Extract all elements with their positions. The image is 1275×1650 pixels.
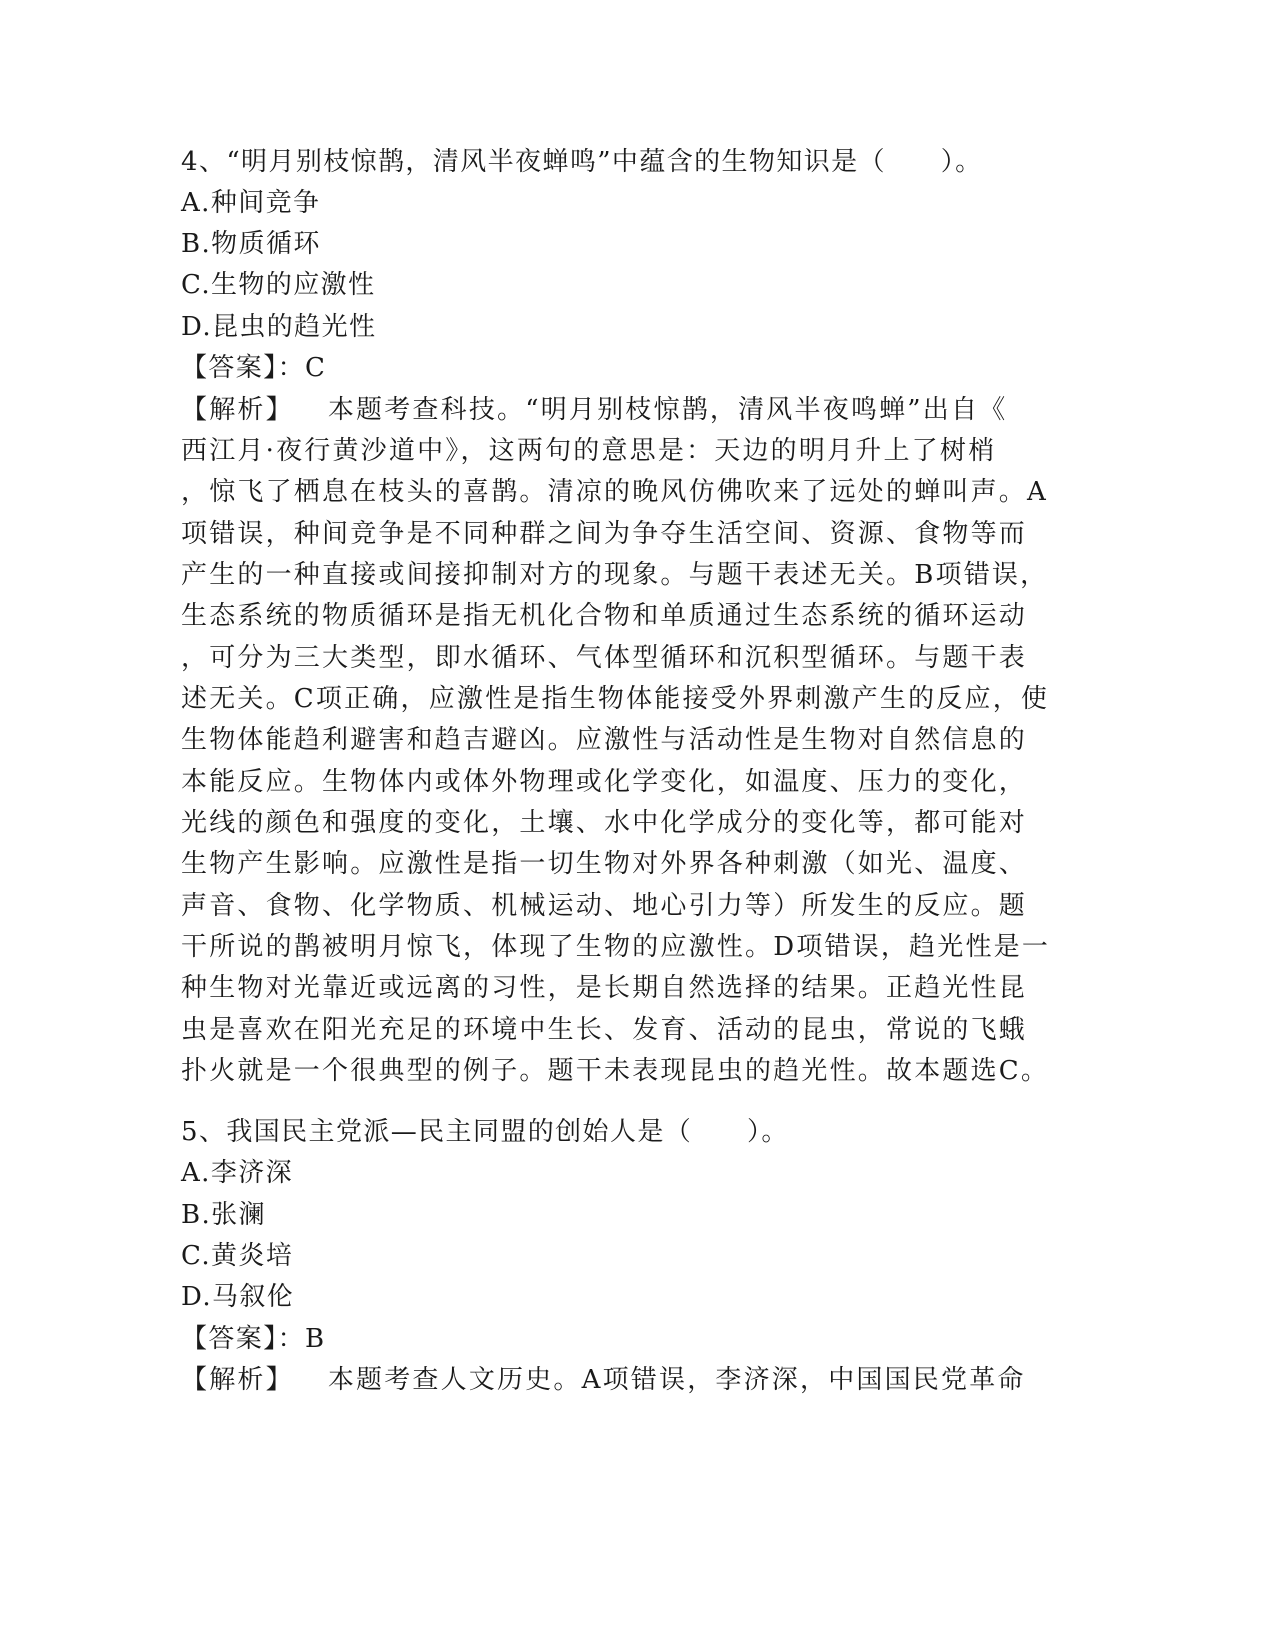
question-4-analysis-line: ，可分为三大类型，即水循环、气体型循环和沉积型循环。与题干表: [181, 643, 1028, 673]
analysis-text: 本题考查人文历史。A项错误，李济深，中国国民党革命: [327, 1365, 1026, 1395]
question-4-answer: [181, 347, 326, 389]
question-5-stem: 5、我国民主党派—民主同盟的创始人是（ ）。: [181, 1117, 789, 1147]
question-5-option-d: D.马叙伦: [181, 1282, 295, 1312]
question-4-analysis-line: 西江月·夜行黄沙道中》，这两句的意思是：天边的明月升上了树梢: [181, 436, 997, 466]
question-4-analysis-line: 生物体能趋利避害和趋吉避凶。应激性与活动性是生物对自然信息的: [181, 725, 1028, 755]
question-4-option-d: D.昆虫的趋光性: [181, 312, 377, 342]
question-4-option-b: B.物质循环: [181, 229, 321, 259]
question-4-option-c: C.生物的应激性: [181, 270, 376, 300]
answer-value: ：B: [277, 1324, 326, 1354]
question-4-analysis-line: 虫是喜欢在阳光充足的环境中生长、发育、活动的昆虫，常说的飞蛾: [181, 1015, 1028, 1045]
question-5-option-c: C.黄炎培: [181, 1241, 294, 1271]
question-4-analysis-line: 产生的一种直接或间接抑制对方的现象。与题干表述无关。B项错误，: [181, 560, 1049, 590]
answer-label: 【答案】: [181, 353, 278, 383]
question-4-analysis-line: 声音、食物、化学物质、机械运动、地心引力等）所发生的反应。题: [181, 891, 1028, 921]
question-4-analysis-line: 生态系统的物质循环是指无机化合物和单质通过生态系统的循环运动: [181, 601, 1028, 631]
answer-label: 【答案】: [181, 1324, 278, 1354]
analysis-label: 【解析】: [181, 1365, 294, 1395]
question-4-analysis-line: 干所说的鹊被明月惊飞，体现了生物的应激性。D项错误，趋光性是一: [181, 932, 1051, 962]
question-5-answer: [181, 1318, 326, 1360]
answer-value: ：C: [277, 353, 327, 383]
question-4-analysis-line: 光线的颜色和强度的变化，土壤、水中化学成分的变化等，都可能对: [181, 808, 1028, 838]
question-5-analysis-line: [181, 1359, 1026, 1401]
question-4-analysis-line: ，惊飞了栖息在枝头的喜鹊。清凉的晚风仿佛吹来了远处的蝉叫声。A: [181, 477, 1048, 507]
analysis-text: 本题考查科技。“明月别枝惊鹊，清风半夜鸣蝉”出自《: [327, 395, 1008, 425]
question-4-analysis-line: 项错误，种间竞争是不同种群之间为争夺生活空间、资源、食物等而: [181, 519, 1028, 549]
question-4-option-a: A.种间竞争: [181, 188, 321, 218]
question-5-option-a: A.李济深: [181, 1158, 294, 1188]
analysis-label: 【解析】: [181, 395, 294, 425]
question-4-analysis-line: 生物产生影响。应激性是指一切生物对外界各种刺激（如光、温度、: [181, 849, 1028, 879]
question-4-analysis-line: 扑火就是一个很典型的例子。题干未表现昆虫的趋光性。故本题选C。: [181, 1056, 1050, 1086]
question-4-analysis-line: [181, 389, 1007, 431]
question-4-analysis-line: 本能反应。生物体内或体外物理或化学变化，如温度、压力的变化，: [181, 767, 1028, 797]
question-5-option-b: B.张澜: [181, 1200, 266, 1230]
question-4-analysis-line: 种生物对光靠近或远离的习性，是长期自然选择的结果。正趋光性昆: [181, 973, 1028, 1003]
question-4-stem: 4、“明月别枝惊鹊，清风半夜蝉鸣”中蕴含的生物知识是（ ）。: [181, 147, 983, 177]
question-4-analysis-line: 述无关。C项正确，应激性是指生物体能接受外界刺激产生的反应，使: [181, 684, 1050, 714]
